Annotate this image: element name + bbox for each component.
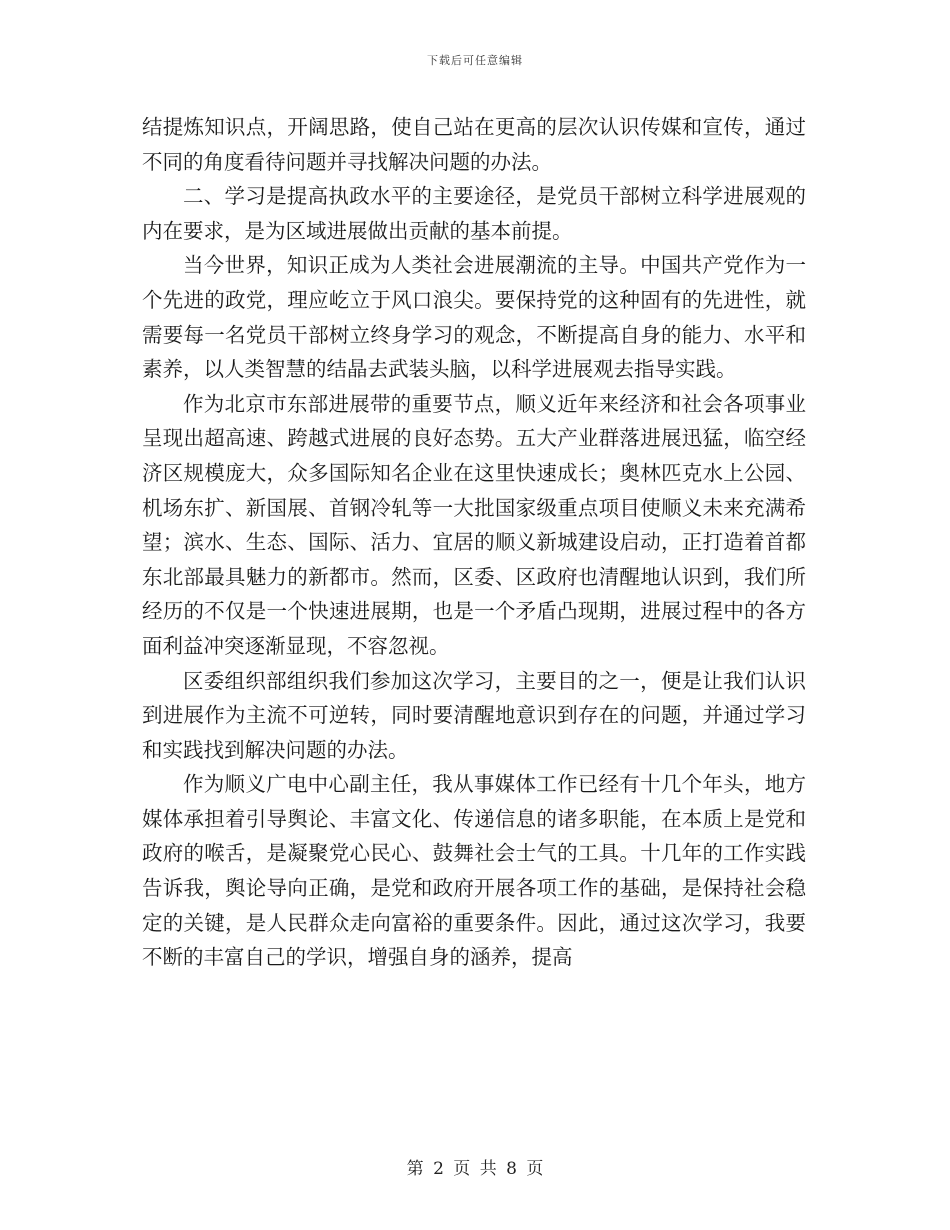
page-header: 下载后可任意编辑 [427, 54, 523, 67]
paragraph-1: 结提炼知识点，开阔思路，使自己站在更高的层次认识传媒和宣传，通过不同的角度看待问题并寻找解决问题的办法。 [142, 115, 806, 174]
paragraph-2: 二、学习是提高执政水平的主要途径，是党员干部树立科学进展观的内在要求，是为区域进展做出贡献的基本前提。 [142, 184, 806, 243]
page-number: 第 2 页 共 8 页 [406, 1159, 544, 1179]
paragraph-3: 当今世界，知识正成为人类社会进展潮流的主导。中国共产党作为一个先进的政党，理应屹立于风口浪尖。要保持党的这种固有的先进性，就需要每一名党员干部树立终身学习的观念，不断提高自身的能力、水平和素养，以人类智慧的结晶去武装头脑，以科学进展观去指导实践。 [142, 253, 806, 382]
paragraph-6: 作为顺义广电中心副主任，我从事媒体工作已经有十几个年头，地方媒体承担着引导舆论、丰富文化、传递信息的诸多职能，在本质上是党和政府的喉舌，是凝聚党心民心、鼓舞社会士气的工具。十几年的工作实践告诉我，舆论导向正确，是党和政府开展各项工作的基础，是保持社会稳定的关键，是人民群众走向富裕的重要条件。因此，通过这次学习，我要不断的丰富自己的学识，增强自身的涵养，提高 [142, 772, 806, 970]
paragraph-4: 作为北京市东部进展带的重要节点，顺义近年来经济和社会各项事业呈现出超高速、跨越式进展的良好态势。五大产业群落进展迅猛，临空经济区规模庞大，众多国际知名企业在这里快速成长；奥林匹克水上公园、机场东扩、新国展、首钢冷轧等一大批国家级重点项目使顺义未来充满希望；滨水、生态、国际、活力、宜居的顺义新城建设启动，正打造着首都东北部最具魅力的新都市。然而，区委、区政府也清醒地认识到，我们所经历的不仅是一个快速进展期，也是一个矛盾凸现期，进展过程中的各方面利益冲突逐渐显现，不容忽视。 [142, 391, 806, 658]
paragraph-5: 区委组织部组织我们参加这次学习，主要目的之一，便是让我们认识到进展作为主流不可逆转，同时要清醒地意识到存在的问题，并通过学习和实践找到解决问题的办法。 [142, 668, 806, 762]
document-body [142, 110, 806, 975]
